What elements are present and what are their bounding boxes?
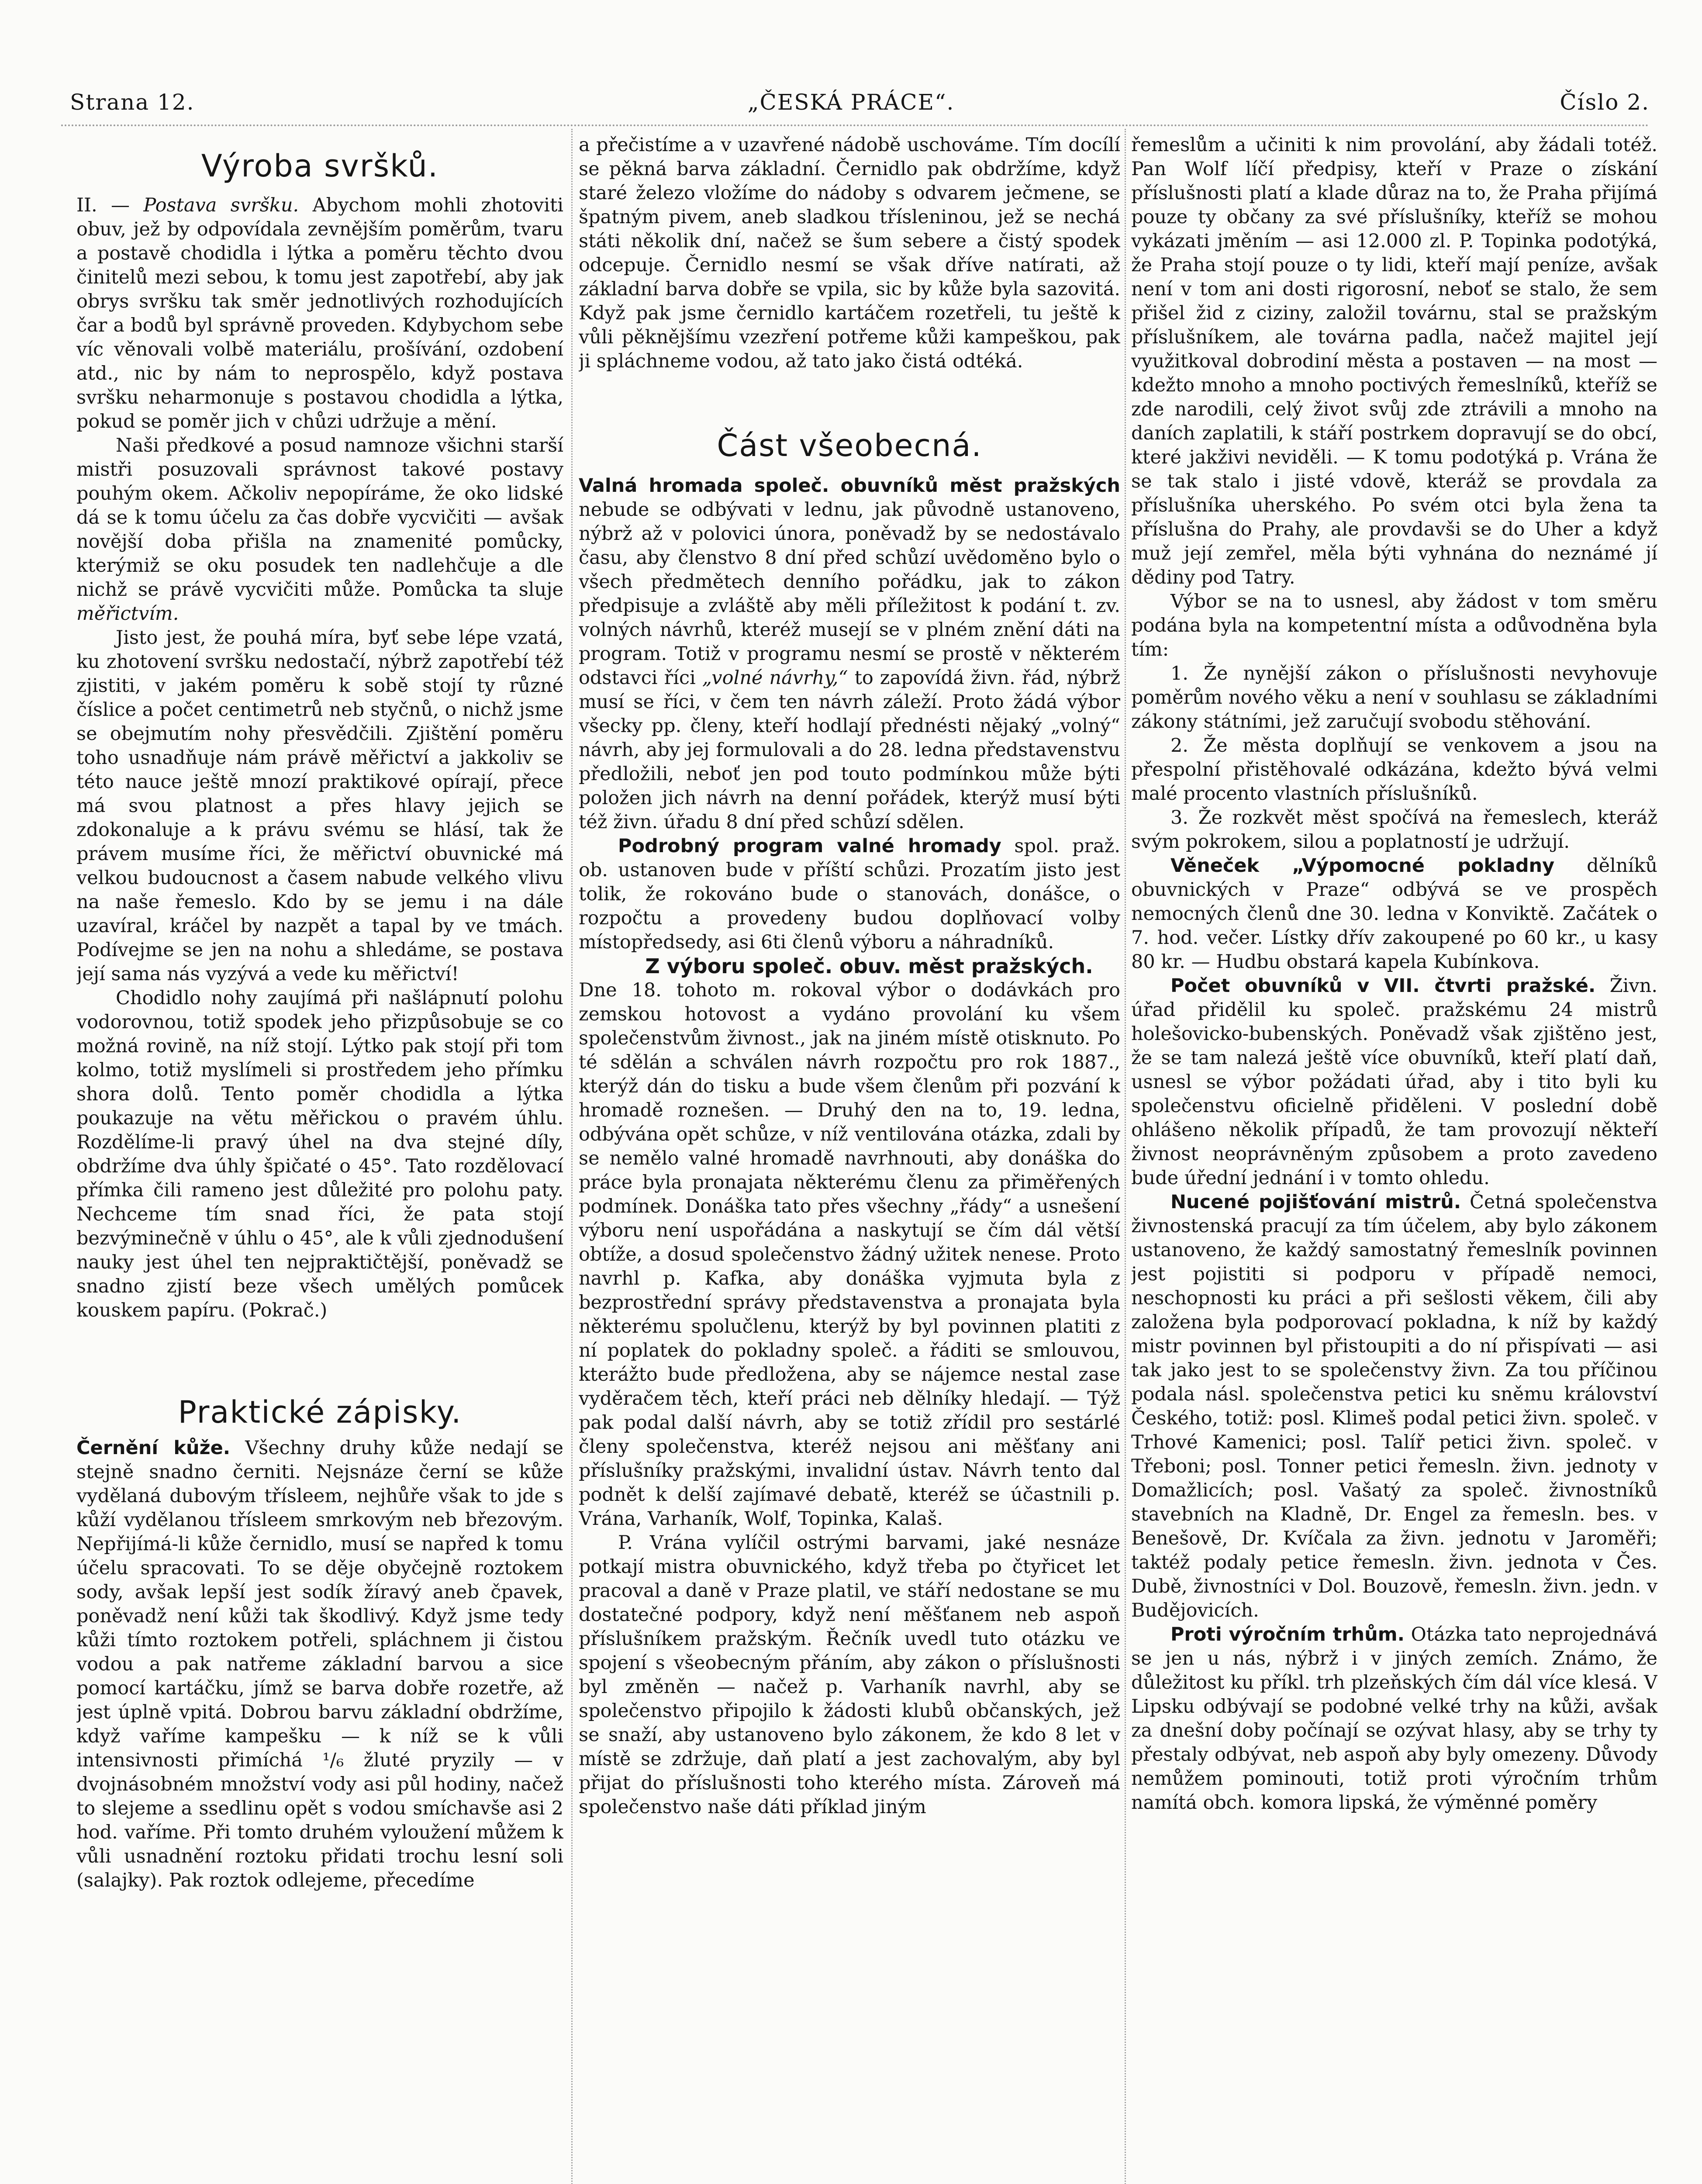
paragraph	[76, 986, 563, 1323]
paragraph-text: Živn. úřad přidělil ku společ. pražskému 24 mistrů holešovicko-bubenských. Poněvadž však zjištěno jest, že se tam nalezá ještě více obuvníků, kteří platí daň, usnesl se výbor požádati úřad, aby i tito byli ku společenstvu oficielně přiděleni. V poslední době ohlášeno několik případů, že tam provozují někteří živnost neoprávněným způsobem a proto zavedeno bude úřední jednání i v tomto ohledu.	[1131, 975, 1657, 1189]
paragraph	[76, 434, 563, 626]
list-item: 3. Že rozkvět měst spočívá na řemeslech, kteráž svým pokrokem, silou a poplatností je udržují.	[1131, 807, 1657, 853]
paragraph-text: Četná společenstva živnostenská pracují za tím účelem, aby bylo zákonem ustanoveno, že každý samostatný řemeslník povinnen jest pojistiti si podporu v případě nemoci, neschopnosti ku práci a při sešlosti věkem, čili aby založena byla podporovací pokladna, k níž by každý mistr povinnen byl přistoupiti a do ní přispívati — asi tak jako jest to se společenstvy živn. Za tou příčinou podala násl. společenstva petici ku sněmu království Českého, totiž: posl. Klimeš podal petici živn. společ. v Trhové Kamenici; posl. Talíř petici živn. společ. v Třeboni; posl. Tonner petici řemesln. živn. jednoty v Domažlicích; posl. Vašatý za společ. živnostníků stavebních na Kladně, Dr. Engel za řemesln. bes. v Benešově, Dr. Kvíčala za živn. jednotu v Jaroměři; taktéž podaly petice řemesln. živn. jednota v Čes. Dubě, živnostníci v Dol. Bouzově, řemesln. živn. jedn. v Budějovicích.	[1131, 1191, 1657, 1621]
paragraph	[1131, 854, 1657, 974]
column-1	[76, 133, 563, 2184]
paragraph: a přečistíme a v uzavřené nádobě uschováme. Tím docílí se pěkná barva základní. Černidlo pak obdržíme, když staré železo vložíme do nádoby s odvarem ječmene, se špatným pivem, aneb sladkou třísleninou, jež se nechá státi několik dní, načež se šum sebere a čistý spodek odcepuje. Černidlo nesmí se však dříve natírati, až základní barva dobře se vpila, sic by kůže byla sazovitá. Když pak jsme černidlo kartáčem rozetřeli, tu ještě k vůli pěknějšímu vzezření potřeme kůži kampeškou, pak ji spláchneme vodou, až tato jako čistá odtéká.	[579, 134, 1120, 372]
paragraph	[579, 834, 1120, 954]
paragraph-text: Naši předkové a posud namnoze všichni starší mistři posuzovali správnost takové postavy pouhým okem. Ačkoliv nepopíráme, že oko lidské dá se k tomu účelu za čas dobře vycvičiti — avšak novější doba přišla na znamenité pomůcky, kterýmiž se oku posudek ten nadlehčuje a dle nichž se právě vycvičiti může. Pomůcka ta sluje	[76, 435, 563, 601]
paragraph	[76, 194, 563, 434]
subheading: Nucené pojišťování mistrů.	[1170, 1191, 1461, 1213]
subheading: Věneček „Výpomocné pokladny	[1170, 855, 1555, 877]
subheading: Černění kůže.	[76, 1437, 231, 1459]
emphasis: „volné návrhy,“	[702, 667, 848, 689]
continuation-note: (Pokrač.)	[241, 1299, 328, 1321]
column-3	[1131, 133, 1657, 2184]
paragraph-text: Chodidlo nohy zaujímá při našlápnutí polohu vodorovnou, totiž spodek jeho přizpůsobuje se co možná rovině, na níž stojí. Lýtko pak stojí při tom kolmo, totiž myslímeli si prostředem jeho přímku shora dolů. Tento poměr chodidla a lýtka poukazuje na větu měřickou o pravém úhlu. Rozdělíme-li pravý úhel na dva stejné díly, obdržíme dva úhly špičaté o 45°. Tato rozdělovací přímka čili rameno jest důležité pro polohu paty. Nechceme tím snad říci, že pata stojí bezvýminečně v úhlu o 45°, ale k vůli zjednodušení nauky jest úhel ten nejpraktičtější, poněvadž se snadno zjistí beze všech umělých pomůcek kouskem papíru.	[76, 987, 563, 1321]
emphasis: měřictvím.	[76, 603, 179, 625]
paragraph	[76, 1436, 563, 1893]
paragraph-text: nebude se odbývati v lednu, jak původně ustanoveno, nýbrž až v polovici února, poněvadž by se nedostávalo času, aby členstvo 8 dní před schůzí uvědoměno bylo o všech předmětech denního pořádku, jak to zákon předpisuje a zvláště aby měli příležitost k podání t. zv. volných návrhů, kteréž musejí se v plném znění dáti na program. Totiž v programu nesmí se prostě v některém odstavci říci	[579, 499, 1120, 689]
paragraph: Výbor se na to usnesl, aby žádost v tom směru podána byla na kompetentní místa a odůvodněna byla tím:	[1131, 591, 1657, 660]
list-item: 2. Že města doplňují se venkovem a jsou na přespolní přistěhovalé odkázána, kdežto bývá velmi malé procento vlastních příslušníků.	[1131, 735, 1657, 805]
list-item: 1. Že nynější zákon o příslušnosti nevyhovuje poměrům nového věku a není v souhlasu se základními zákony státními, jež zaručují svobodu stěhování.	[1131, 663, 1657, 733]
subheading: Proti výročním trhům.	[1170, 1624, 1405, 1645]
paragraph-text: Dne 18. tohoto m. rokoval výbor o dodávkách pro zemskou hotovost a vydáno provolání ku všem společenstvům živnost., jak na jiném místě otisknuto. Po té sdělán a schválen návrh rozpočtu pro rok 1887., kterýž dán do tisku a bude všem členům při pozvání k hromadě roznešen. — Druhý den na to, 19. ledna, odbývána opět schůze, v níž ventilována otázka, zdali by se nemělo valné hromadě navrhnouti, aby donáška do práce byla pronajata některému členu za přiměřených podmínek. Donáška tato přes všechny „řády“ a usnešení výboru není uspořádána a naskytují se čím dál větší obtíže, a dosud společenstvo žádný užitek nenese. Proto navrhl p. Kafka, aby donáška vyjmuta byla z bezprostřední správy představenstva a pronajata byla některému spolučlenu, kterýž by byl povinnen platiti z ní poplatek do pokladny společ. a řáditi se smlouvou, kterážto bude předložena, aby se nájemce nestal zase vyděračem těch, kteří práci neb dělníky hledají. — Týž pak podal další návrh, aby se totiž zřídil pro sestárlé členy společenstva, kteréž nejsou ani měšťany ani příslušníky pražskými, invalidní ústav. Návrh tento dal podnět k delší zajímavé debatě, kteréž se účastnili p. Vrána, Varhaník, Wolf, Topinka, Kalaš.	[579, 979, 1120, 1530]
header-page-number: Strana 12.	[70, 90, 195, 115]
paragraph: řemeslům a učiniti k nim provolání, aby žádali totéž. Pan Wolf líčí předpisy, kteří v Praze o získání příslušnosti platí a klade důraz na to, že Praha přijímá pouze ty občany za své příslušníky, kteříž se mohou vykázati jměním — asi 12.000 zl. P. Topinka podotýká, že Praha stojí pouze o ty lidi, kteří mají peníze, avšak není v tom ani dosti rigorosní, neboť se stalo, že sem přišel žid z ciziny, založil továrnu, stal se pražským příslušníkem, ale továrna padla, načež majitel její využitkoval dobrodiní města a postaven — na most — kdežto mnoho a mnoho poctivých řemeslníků, kteříž se zde narodili, celý život svůj zde ztrávili a mnoho na daních zaplatili, k stáří postrkem dopravují se do obcí, které jakživi neviděli. — K tomu podotýká p. Vrána že se tak stalo i jisté vdově, kteráž se provdala za příslušníka uherského. Po svém otci byla žena ta příslušna do Prahy, ale provdavši se do Uher a když muž její zemřel, měla býti vyhnána do neznámé jí dědiny pod Tatry.	[1131, 134, 1657, 588]
subheading: Počet obuvníků v VII. čtvrti pražské.	[1170, 975, 1596, 997]
header-issue-number: Číslo 2.	[1560, 90, 1650, 115]
column-separator	[571, 129, 573, 2184]
header-rule	[61, 124, 1650, 126]
paragraph: Jisto jest, že pouhá míra, byť sebe lépe vzatá, ku zhotovení svršku nedostačí, nýbrž zapotřebí též zjistiti, v jakém poměru k sobě stojí ty různé číslice a počet centimetrů neb styčnů, o nichž jsme se obejmutím nohy přesvědčili. Zjištění poměru toho usnadňuje nám právě měřictví a jakkoliv se této nauce ještě mnozí praktikové opírají, přece má svou platnost a přes hlavy jejich se zdokonaluje a k právu svému se hlásí, tak že právem musíme říci, že měřictví obuvnické má velkou budoucnost a časem nabude velkého vlivu na naše řemeslo. Kdo by se jemu i na dále uzavíral, kráčel by nazpět a tapal by ve tmách. Podívejme se jen na nohu a shledáme, se postava její sama nás vyzývá a vede ku měřictví!	[76, 627, 563, 985]
paragraph-text: to zapovídá živn. řád, nýbrž musí se říci, v čem ten návrh záleží. Proto žádá výbor všecky pp. členy, kteří hodlají přednésti nějaký „volný“ návrh, aby jej formulovali a do 28. ledna představenstvu předložili, neboť jen pod touto podmínkou může býti položen jich návrh na denní pořádek, kterýž musí býti též živn. úřadu 8 dní před schůzí sdělen.	[579, 667, 1120, 833]
section-number: II. —	[76, 194, 130, 216]
paragraph	[579, 474, 1120, 834]
subheading: Z výboru společ. obuv. měst pražských.	[645, 954, 1093, 978]
column-separator	[1125, 129, 1126, 2184]
section-title-cast-vseobecna: Část všeobecná.	[717, 428, 982, 463]
subheading: Postava svršku.	[143, 194, 299, 216]
paragraph-text: Všechny druhy kůže nedají se stejně snadno černiti. Nejsnáze černí se kůže vydělaná dubovým třísleem, nejhůře však to jde s kůží vydělanou třísleem smrkovým neb březovým. Nepřijímá-li kůže černidlo, musí se napřed k tomu účelu spracovati. To se děje obyčejně roztokem sody, avšak lepší jest sodík žíravý aneb čpavek, poněvadž není kůži tak škodlivý. Když jsme tedy kůži tímto roztokem potřeli, spláchnem ji čistou vodou a pak natřeme základní barvou a sice pomocí kartáčku, jímž se barva dobře rozetře, až jest úplně vpitá. Dobrou barvu základní obdržíme, když vaříme kampešku — k níž se k vůli intensivnosti přimíchá ¹/₆ žluté pryzily — v dvojnásobném množství vody asi půl hodiny, načež to slejeme a ssedlinu opět s vodou smíchavše asi 2 hod. vaříme. Při tomto druhém vyloužení můžem k vůli usnadnění roztoku přidati trochu lesní soli (salajky). Pak roztok odlejeme, přecedíme	[76, 1437, 563, 1891]
paragraph-text: spol. praž. ob. ustanoven bude v příští schůzi. Prozatím jisto jest tolik, že rokováno bude o stanovách, donášce, o rozpočtu a provedeny budou doplňovací volby místopředsedy, asi 6ti členů výboru a náhradníků.	[579, 835, 1120, 953]
paragraph-text: Abychom mohli zhotoviti obuv, jež by odpovídala zevnějším poměrům, tvaru a postavě chodidla i lýtka a poměru těchto dvou činitelů mezi sebou, k tomu jest zapotřebí, aby jak obrys svršku tak směr jednotlivých rozhodujících čar a bodů byl správně proveden. Kdybychom sebe víc věnovali volbě materiálu, prošívání, ozdobení atd., nic by nám to neprospělo, když postava svršku neharmonuje s postavou chodidla a lýtka, pokud se poměr jich v chůzi udržuje a mění.	[76, 194, 563, 432]
subheading: Podrobný program valné hromady	[618, 835, 1001, 857]
paragraph	[1131, 974, 1657, 1190]
subheading: Valná hromada společ. obuvníků měst pražských	[579, 475, 1120, 497]
paragraph-text: dělníků obuvnických v Praze“ odbývá se ve prospěch nemocných členů dne 30. ledna v Konviktě. Začátek o 7. hod. večer. Lístky dřív zakoupené po 60 kr., u kasy 80 kr. — Hudbu obstará kapela Kubínkova.	[1131, 855, 1657, 973]
column-2	[579, 133, 1120, 2184]
article-title-prakticke-zapisky: Praktické zápisky.	[178, 1394, 462, 1430]
paragraph: P. Vrána vylíčil ostrými barvami, jaké nesnáze potkají mistra obuvnického, když třeba po čtyřicet let pracoval a daně v Praze platil, ve stáří nedostane se mu dostatečné podpory, když není měšťanem neb aspoň příslušníkem pražským. Řečník uvedl tuto otázku ve spojení s všeobecným přáním, aby zákon o příslušnosti byl změněn — načež p. Varhaník navrhl, aby se společenstvo připojilo k žádosti klubů občanských, jež se snaží, aby ustanoveno bylo zákonem, že kdo 8 let v místě se zdržuje, daň platí a jest zachovalým, aby byl přijat do příslušnosti toho kterého místa. Zároveň má společenstvo naše dáti příklad jiným	[579, 1532, 1120, 1818]
paragraph-text: Otázka tato neprojednává se jen u nás, nýbrž i v jiných zemích. Známo, že důležitost ku příkl. trh plzeňských čím dál více klesá. V Lipsku odbývají se podobné velké trhy na kůži, avšak za dnešní doby počínají se ozývat hlasy, aby se trhy ty přestaly odbývat, neb aspoň aby byly omezeny. Důvody nemůžem pominouti, totiž proti výročním trhům namítá obch. komora lipská, že výměnné poměry	[1131, 1624, 1657, 1814]
paragraph	[579, 954, 1120, 1531]
paragraph	[1131, 1623, 1657, 1815]
article-title-vyroba-svrsku: Výroba svršků.	[201, 148, 439, 184]
header-title: „ČESKÁ PRÁCE“.	[747, 90, 955, 115]
paragraph	[1131, 1190, 1657, 1623]
